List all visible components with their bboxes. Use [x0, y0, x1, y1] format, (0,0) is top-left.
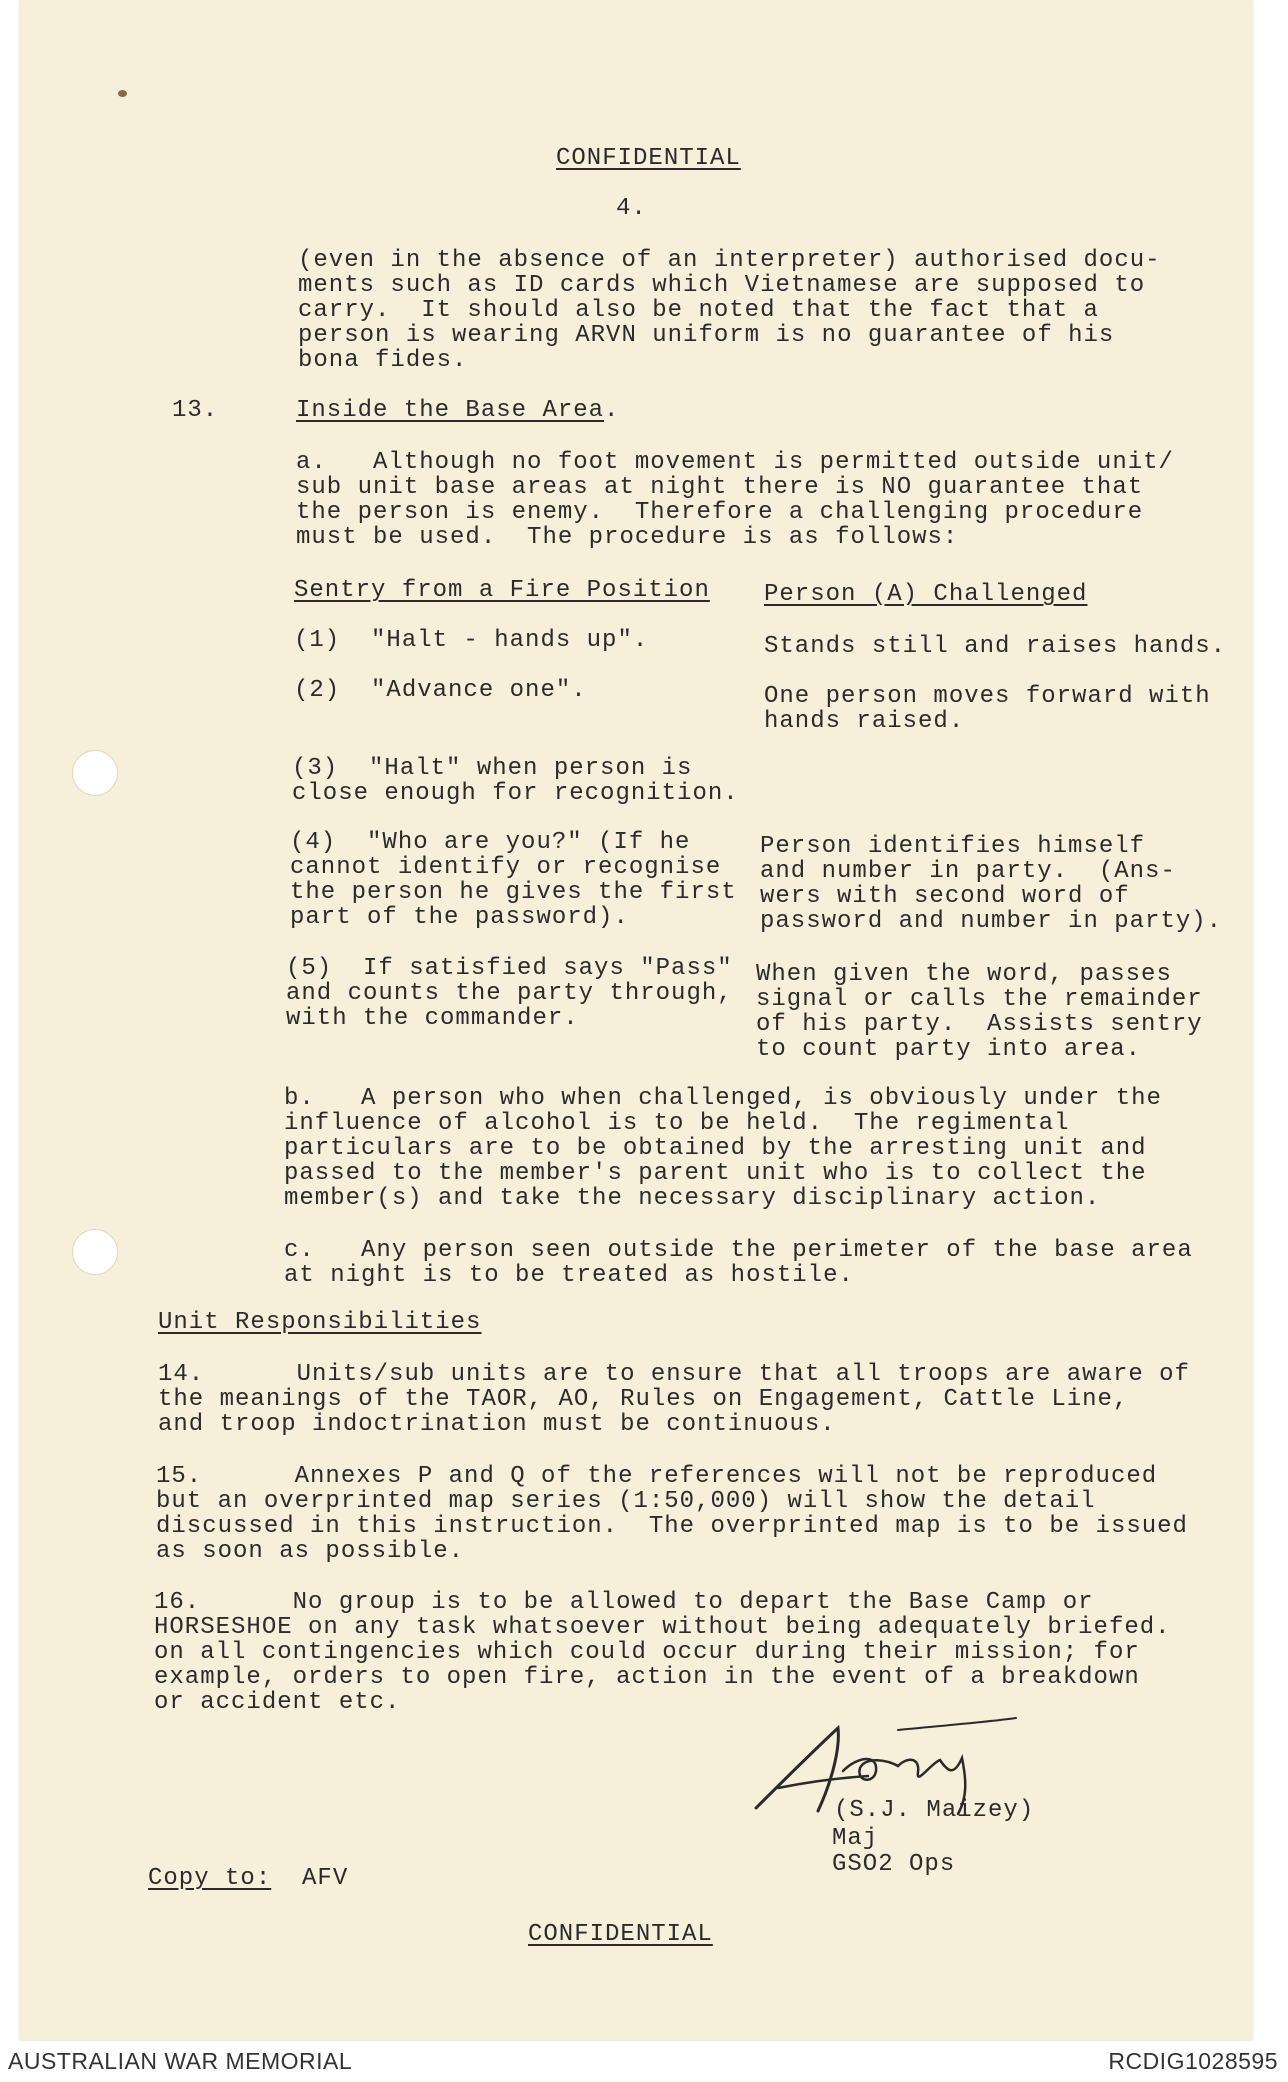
para-b-line: b. A person who when challenged, is obviously under the — [284, 1085, 1162, 1112]
para-16-line: HORSESHOE on any task whatsoever without being adequately briefed. — [154, 1614, 1171, 1641]
step-left-line: (3) "Halt" when person is — [292, 755, 693, 782]
col-header-person: Person (A) Challenged — [764, 581, 1088, 608]
step-left-line: cannot identify or recognise — [290, 854, 722, 881]
para-15-line: discussed in this instruction. The overprinted map is to be issued — [156, 1513, 1188, 1540]
para-b-line: influence of alcohol is to be held. The regimental — [284, 1110, 1070, 1137]
para-a-line: sub unit base areas at night there is NO guarantee that — [296, 474, 1144, 501]
para-15-line: but an overprinted map series (1:50,000) will show the detail — [156, 1488, 1096, 1515]
archive-caption-left: AUSTRALIAN WAR MEMORIAL — [8, 2048, 353, 2074]
step-right-line: hands raised. — [764, 708, 965, 735]
step-left-line: the person he gives the first — [290, 879, 737, 906]
para-b-line: particulars are to be obtained by the arresting unit and — [284, 1135, 1147, 1162]
intro-line: carry. It should also be noted that the fact that a — [298, 297, 1099, 324]
step-right-line: and number in party. (Ans- — [760, 858, 1176, 885]
copy-to — [148, 1866, 348, 1891]
step-right-line: password and number in party). — [760, 908, 1223, 935]
step-left-line: with the commander. — [286, 1005, 579, 1032]
intro-line: ments such as ID cards which Vietnamese are supposed to — [298, 272, 1146, 299]
para-16-line: or accident etc. — [154, 1689, 401, 1716]
step-right-line: When given the word, passes — [756, 961, 1172, 988]
step-right-line: wers with second word of — [760, 883, 1130, 910]
section-number: 13. — [172, 397, 219, 424]
para-a-line: the person is enemy. Therefore a challenging procedure — [296, 499, 1144, 526]
para-14-line: the meanings of the TAOR, AO, Rules on Engagement, Cattle Line, — [158, 1386, 1129, 1413]
para-16-line: on all contingencies which could occur during their mission; for — [154, 1639, 1140, 1666]
para-16-line: example, orders to open fire, action in the event of a breakdown — [154, 1664, 1140, 1691]
para-b-line: member(s) and take the necessary disciplinary action. — [284, 1185, 1101, 1212]
step-left-line: (5) If satisfied says "Pass" — [286, 955, 733, 982]
step-right-line: to count party into area. — [756, 1036, 1142, 1063]
para-16-line: 16. No group is to be allowed to depart the Base Camp or — [154, 1589, 1094, 1616]
para-15-line: as soon as possible. — [156, 1538, 465, 1565]
para-14-line: and troop indoctrination must be continuous. — [158, 1411, 836, 1438]
step-right-line: Stands still and raises hands. — [764, 633, 1227, 660]
stain-mark — [118, 90, 127, 97]
section-title-text: Inside the Base Area — [296, 397, 605, 424]
step-left-line: (2) "Advance one". — [294, 677, 587, 704]
col-header-sentry: Sentry from a Fire Position — [294, 577, 710, 604]
signatory-role: GSO2 Ops — [832, 1851, 956, 1878]
page-number: 4. — [616, 195, 647, 222]
unit-responsibilities-heading: Unit Responsibilities — [158, 1309, 482, 1336]
archive-caption-right: RCDIG1028595 — [1108, 2048, 1278, 2074]
footer-classification: CONFIDENTIAL — [528, 1921, 713, 1948]
copy-to-label: Copy to: — [148, 1865, 272, 1892]
intro-line: (even in the absence of an interpreter) authorised docu- — [298, 247, 1161, 274]
step-right-line: of his party. Assists sentry — [756, 1011, 1203, 1038]
punch-hole — [72, 750, 118, 796]
section-title: Inside the Base Area. — [296, 397, 620, 424]
step-left-line: (1) "Halt - hands up". — [294, 627, 649, 654]
para-a-line: must be used. The procedure is as follows: — [296, 524, 959, 551]
step-left-line: (4) "Who are you?" (If he — [290, 829, 691, 856]
step-left-line: and counts the party through, — [286, 980, 733, 1007]
para-a-line: a. Although no foot movement is permitted outside unit/ — [296, 449, 1174, 476]
signatory-name: (S.J. Maizey) — [834, 1797, 1035, 1824]
step-right-line: Person identifies himself — [760, 833, 1146, 860]
intro-line: person is wearing ARVN uniform is no guarantee of his — [298, 322, 1115, 349]
step-right-line: signal or calls the remainder — [756, 986, 1203, 1013]
intro-line: bona fides. — [298, 347, 468, 374]
punch-hole — [72, 1229, 118, 1275]
header-classification: CONFIDENTIAL — [556, 145, 741, 172]
para-14-line: 14. Units/sub units are to ensure that all troops are aware of — [158, 1361, 1190, 1388]
step-left-line: part of the password). — [290, 904, 629, 931]
signatory-rank: Maj — [832, 1825, 879, 1852]
step-right-line: One person moves forward with — [764, 683, 1211, 710]
para-c-line: c. Any person seen outside the perimeter of the base area — [284, 1237, 1193, 1264]
copy-to-value: AFV — [302, 1865, 349, 1892]
para-b-line: passed to the member's parent unit who is to collect the — [284, 1160, 1147, 1187]
para-15-line: 15. Annexes P and Q of the references will not be reproduced — [156, 1463, 1158, 1490]
para-c-line: at night is to be treated as hostile. — [284, 1262, 854, 1289]
step-left-line: close enough for recognition. — [292, 780, 739, 807]
